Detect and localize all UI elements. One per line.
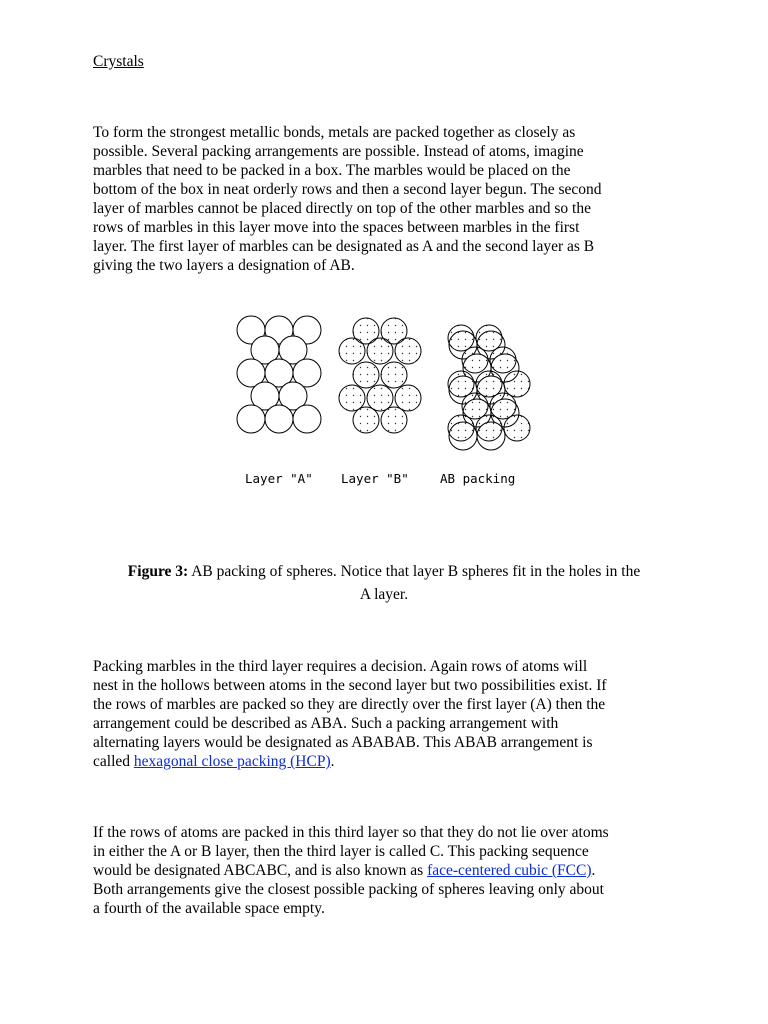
text-line: rows of marbles in this layer move into the spaces between marbles in the first — [93, 219, 580, 236]
sphere-b — [367, 338, 393, 364]
sphere-b — [339, 385, 365, 411]
fcc-link[interactable]: face-centered cubic (FCC) — [427, 862, 592, 879]
text-line — [93, 752, 678, 771]
sphere-b — [367, 385, 393, 411]
text-line: Packing marbles in the third layer requires a decision. Again rows of atoms will — [93, 658, 588, 675]
caption-text-line2: A layer. — [359, 586, 409, 603]
text-line: a fourth of the available space empty. — [93, 900, 325, 917]
text-line: in either the A or B layer, then the third layer is called C. This packing sequence — [93, 843, 589, 860]
caption-label: Figure 3: — [127, 563, 189, 580]
sphere-b — [476, 415, 502, 441]
sphere-b — [353, 407, 379, 433]
sphere-b — [476, 371, 502, 397]
ab-packing-spheres — [448, 325, 530, 450]
text-line: marbles that need to be packed in a box. The marbles would be placed on the — [93, 162, 571, 179]
page-title: Crystals — [93, 53, 144, 70]
sphere-a — [265, 405, 293, 433]
sphere-b — [462, 347, 488, 373]
text-line: If the rows of atoms are packed in this third layer so that they do not lie over atoms — [93, 824, 609, 841]
text-line — [93, 861, 678, 880]
text-line: nest in the hollows between atoms in the second layer but two possibilities exist. If — [93, 677, 607, 694]
sphere-b — [448, 325, 474, 351]
sphere-b — [490, 347, 516, 373]
sphere-b — [476, 325, 502, 351]
hcp-link[interactable]: hexagonal close packing (HCP) — [133, 753, 331, 770]
sphere-a — [293, 405, 321, 433]
text-fragment: . — [330, 753, 335, 770]
sphere-a — [237, 405, 265, 433]
text-line: Both arrangements give the closest possible packing of spheres leaving only about — [93, 881, 604, 898]
text-line: To form the strongest metallic bonds, metals are packed together as closely as — [93, 124, 576, 141]
layer-b-label: Layer "B" — [341, 471, 409, 486]
text-line: layer. The first layer of marbles can be designated as A and the second layer as B — [93, 238, 595, 255]
text-line: layer of marbles cannot be placed directly on top of the other marbles and so the — [93, 200, 591, 217]
sphere-b — [339, 338, 365, 364]
ab-packing-label: AB packing — [440, 471, 516, 486]
packing-figure — [0, 300, 768, 500]
sphere-b — [448, 371, 474, 397]
text-line: arrangement could be described as ABA. Such a packing arrangement with — [93, 715, 559, 732]
text-fragment: . — [591, 862, 596, 879]
text-line: alternating layers would be designated as ABABAB. This ABAB arrangement is — [93, 734, 593, 751]
text-line: the rows of marbles are packed so they are directly over the first layer (A) then the — [93, 696, 606, 713]
text-fragment: would be designated ABCABC, and is also known as — [93, 862, 428, 879]
caption-text: AB packing of spheres. Notice that layer B spheres fit in the holes in the — [188, 563, 641, 580]
text-line: giving the two layers a designation of AB. — [93, 257, 355, 274]
text-line: bottom of the box in neat orderly rows and then a second layer begun. The second — [93, 181, 602, 198]
sphere-b — [448, 415, 474, 441]
sphere-b — [462, 393, 488, 419]
figure-caption — [93, 560, 675, 606]
paragraph-third-layer — [93, 657, 678, 771]
text-line: possible. Several packing arrangements are possible. Instead of atoms, imagine — [93, 143, 584, 160]
sphere-b — [395, 385, 421, 411]
paragraph-intro — [93, 123, 678, 275]
sphere-b — [504, 415, 530, 441]
sphere-b — [381, 407, 407, 433]
paragraph-fcc — [93, 823, 678, 918]
layer-a-label: Layer "A" — [245, 471, 313, 486]
layer-b-spheres — [339, 318, 421, 433]
sphere-b — [353, 362, 379, 388]
layer-a-spheres — [237, 316, 321, 433]
sphere-b — [490, 393, 516, 419]
sphere-b — [504, 371, 530, 397]
text-fragment: called — [93, 753, 134, 770]
sphere-b — [395, 338, 421, 364]
sphere-b — [381, 362, 407, 388]
